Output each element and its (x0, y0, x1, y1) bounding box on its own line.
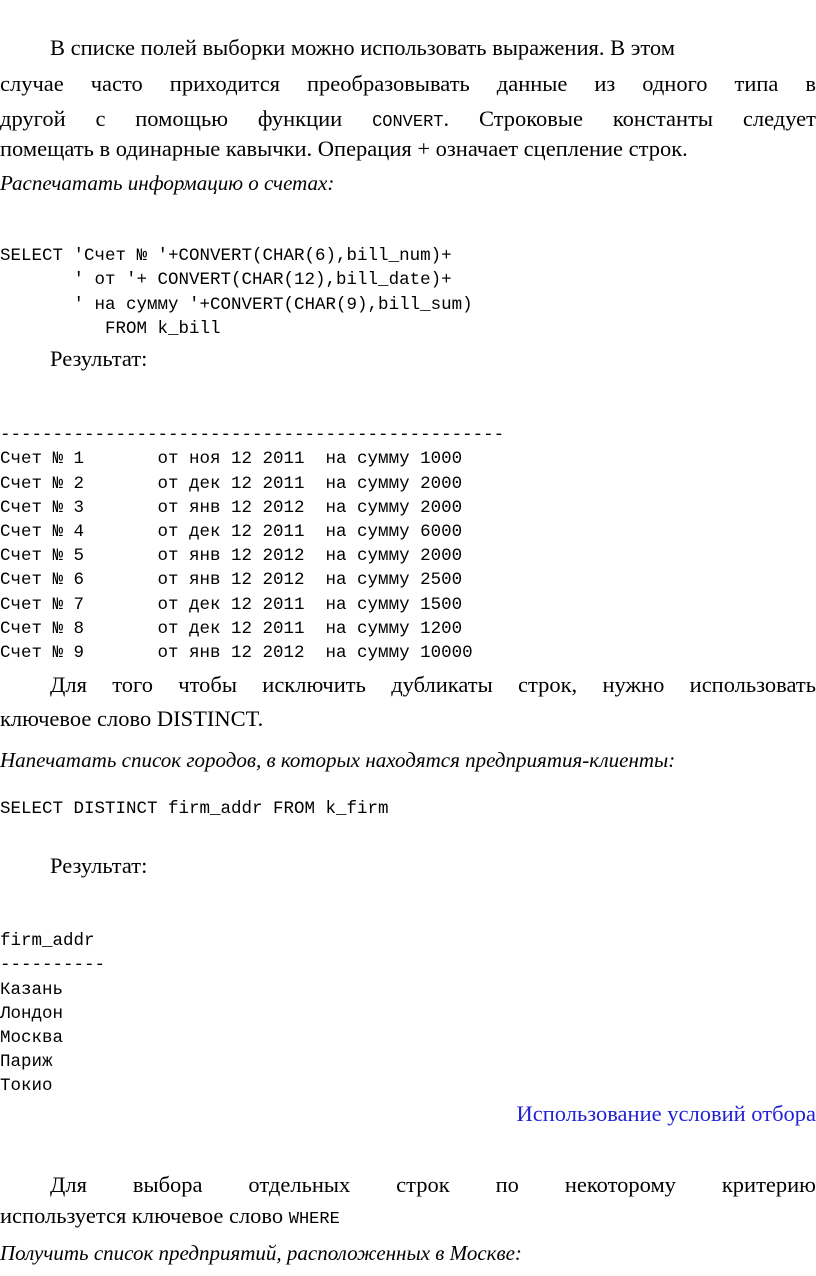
task-heading-bills: Распечатать информацию о счетах: (0, 171, 335, 195)
result-row: Счет № 6 от янв 12 2012 на сумму 2500 (0, 570, 463, 591)
code-line: ' на сумму '+CONVERT(CHAR(9),bill_sum) (0, 294, 473, 315)
result-row: Счет № 3 от янв 12 2012 на сумму 2000 (0, 497, 463, 518)
result-label-1: Результат: (50, 346, 148, 371)
result-row: Счет № 9 от янв 12 2012 на сумму 10000 (0, 643, 473, 664)
result-row: Москва (0, 1028, 64, 1049)
result-row: Париж (0, 1052, 53, 1073)
result-header: firm_addr (0, 931, 95, 952)
intro-line-2: случае часто приходится преобразовывать данные из одного типа в (0, 71, 816, 96)
code-line: ' от '+ CONVERT(CHAR(12),bill_date)+ (0, 270, 452, 291)
result-row: Счет № 2 от дек 12 2011 на сумму 2000 (0, 473, 463, 494)
result-row: Счет № 4 от дек 12 2011 на сумму 6000 (0, 522, 463, 543)
result-row: Счет № 7 от дек 12 2011 на сумму 1500 (0, 594, 463, 615)
task-heading-cities: Напечатать список городов, в которых находятся предприятия-клиенты: (0, 748, 676, 772)
distinct-para-line-1: Для того чтобы исключить дубликаты строк, нужно использовать (50, 672, 816, 697)
result-row: Казань (0, 979, 64, 1000)
intro-line-4: помещать в одинарные кавычки. Операция + означает сцепление строк. (0, 136, 688, 161)
code-line: FROM k_bill (0, 318, 221, 339)
where-para-line-2: используется ключевое слово WHERE (0, 1203, 340, 1229)
code-line: SELECT 'Счет № '+CONVERT(CHAR(6),bill_num)+ (0, 246, 452, 267)
result-row: Счет № 5 от янв 12 2012 на сумму 2000 (0, 546, 463, 567)
section-link-selection-conditions[interactable]: Использование условий отбора (516, 1101, 816, 1126)
task-heading-moscow: Получить список предприятий, расположенных в Москве: (0, 1241, 522, 1265)
result-row: Токио (0, 1076, 53, 1097)
where-keyword: WHERE (288, 1210, 340, 1229)
code-block-select-bills (0, 220, 473, 341)
result-block-bills (0, 399, 504, 665)
code-line: SELECT DISTINCT firm_addr FROM k_firm (0, 799, 389, 819)
result-block-cities (0, 905, 105, 1099)
result-separator: ------------------------------------------------ (0, 425, 505, 446)
result-label-2: Результат: (50, 853, 148, 878)
where-para-line-1: Для выбора отдельных строк по некоторому критерию (50, 1172, 816, 1197)
result-separator: ---------- (0, 955, 106, 976)
result-row: Счет № 1 от ноя 12 2011 на сумму 1000 (0, 449, 463, 470)
result-row: Счет № 8 от дек 12 2011 на сумму 1200 (0, 618, 463, 639)
convert-keyword: CONVERT (372, 113, 444, 132)
intro-line-1: В списке полей выборки можно использовать выражения. В этом (50, 35, 675, 60)
distinct-para-line-2: ключевое слово DISTINCT. (0, 706, 264, 731)
intro-line-3: другой с помощью функции CONVERT. Строковые константы следует (0, 106, 816, 132)
code-block-select-distinct (0, 797, 389, 821)
result-row: Лондон (0, 1003, 64, 1024)
